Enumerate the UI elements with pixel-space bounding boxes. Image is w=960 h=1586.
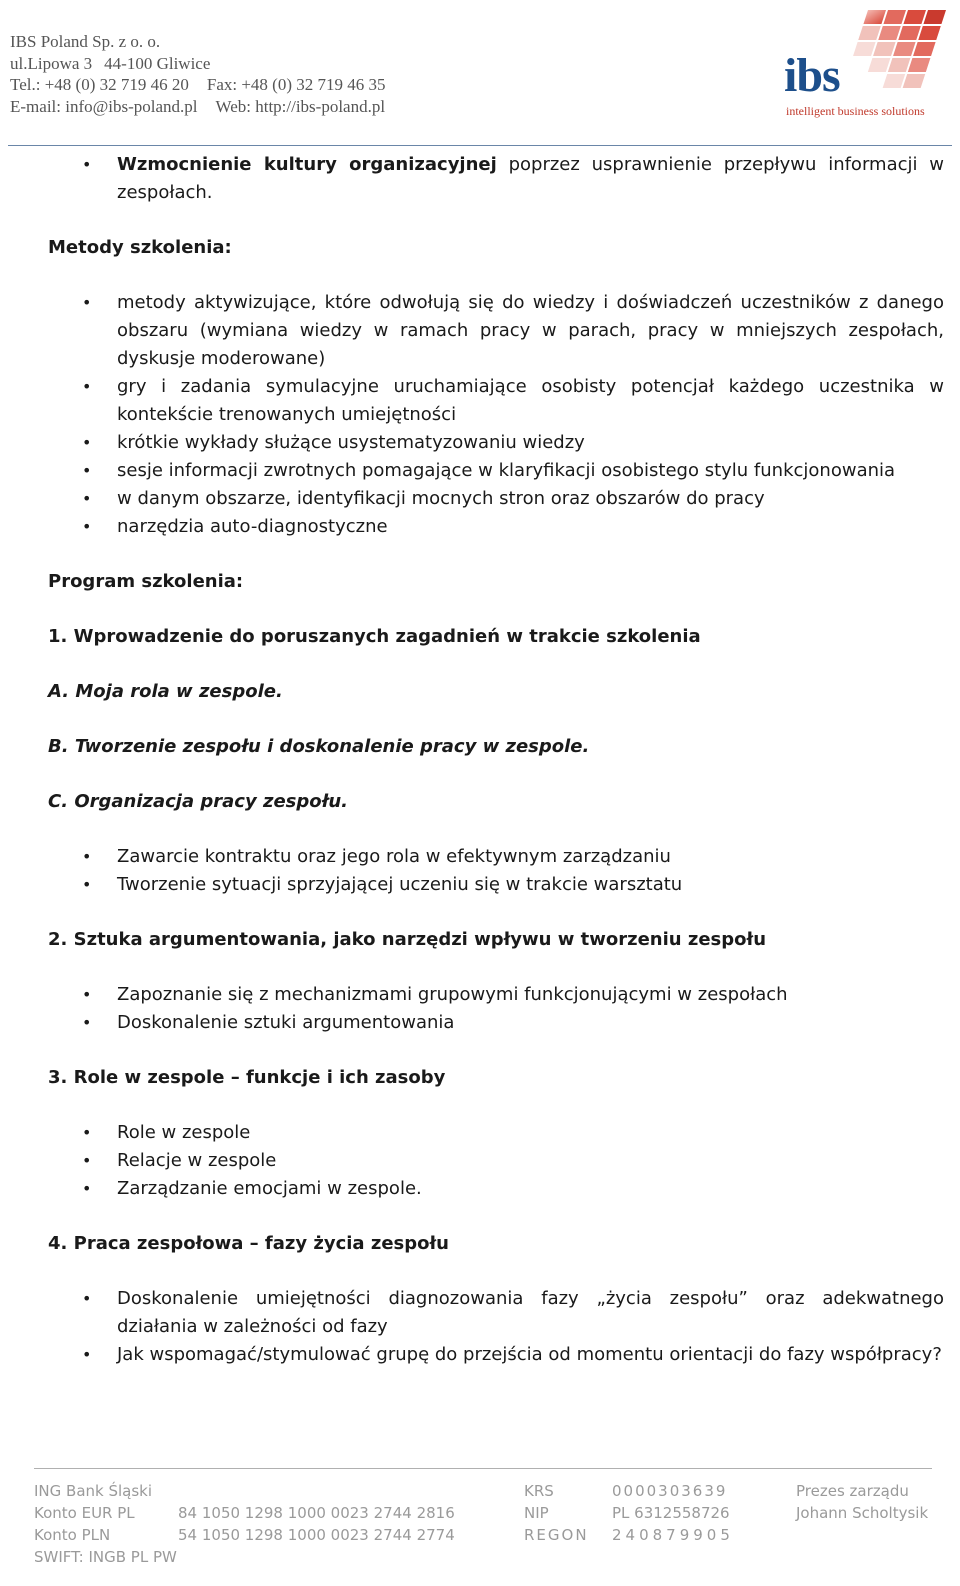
list-item	[48, 151, 944, 207]
logo-tagline: intelligent business solutions	[786, 104, 925, 118]
section-3-heading: 3. Role w zespole – funkcje i ich zasoby	[48, 1067, 446, 1088]
section-4-list	[48, 1285, 944, 1369]
list-item: • Role w zespole	[48, 1119, 944, 1147]
fax-number: Fax: +48 (0) 32 719 46 35	[206, 75, 386, 94]
list-item: • Jak wspomagać/stymulować grupę do przejścia od momentu orientacji do fazy współpracy?	[48, 1341, 944, 1369]
intro-list	[48, 151, 944, 207]
board-info	[796, 1480, 928, 1524]
swift-code: SWIFT: INGB PL PW	[34, 1548, 177, 1566]
intro-rest-text: poprzez usprawnienie przepływu informacji w zespołach.	[117, 154, 944, 203]
list-item: • krótkie wykłady służące usystematyzowaniu wiedzy	[48, 429, 944, 457]
nip-value: PL 6312558726	[612, 1504, 730, 1522]
list-item: • metody aktywizujące, które odwołują się do wiedzy i doświadczeń uczestników z danego obszaru (wymiana wiedzy w ramach pracy w parach, pracy w mniejszych zespołach, dyskusje moderowane)	[48, 289, 944, 373]
section-2-heading: 2. Sztuka argumentowania, jako narzędzi wpływu w tworzeniu zespołu	[48, 929, 767, 950]
section-1-list	[48, 843, 944, 899]
email-address: E-mail: info@ibs-poland.pl	[10, 96, 198, 116]
methods-list	[48, 289, 944, 541]
program-heading: Program szkolenia:	[48, 571, 244, 592]
list-item: • Zawarcie kontraktu oraz jego rola w efektywnym zarządzaniu	[48, 843, 944, 871]
krs-value: 0000303639	[612, 1482, 728, 1500]
methods-heading: Metody szkolenia:	[48, 237, 232, 258]
list-item: • narzędzia auto-diagnostyczne	[48, 513, 944, 541]
logo-text: ibs	[784, 49, 840, 102]
section-2-list	[48, 981, 944, 1037]
list-item: • Zapoznanie się z mechanizmami grupowymi funkcjonującymi w zespołach	[48, 981, 944, 1009]
list-item: • sesje informacji zwrotnych pomagające w klaryfikacji osobistego stylu funkcjonowania	[48, 457, 944, 485]
nip-label: NIP	[524, 1504, 549, 1522]
board-label: Prezes zarządu	[796, 1482, 909, 1500]
krs-label: KRS	[524, 1482, 554, 1500]
address-street: ul.Lipowa 3	[10, 53, 93, 73]
phone-number: Tel.: +48 (0) 32 719 46 20	[10, 75, 189, 94]
eur-account-label: Konto EUR PL	[34, 1504, 135, 1522]
bank-labels	[34, 1480, 177, 1568]
registry-values	[612, 1480, 734, 1546]
header-divider	[8, 145, 952, 146]
section-1-a: A. Moja rola w zespole.	[48, 681, 283, 702]
list-item: • gry i zadania symulacyjne uruchamiające osobisty potencjał każdego uczestnika w kontekście trenowanych umiejętności	[48, 373, 944, 429]
list-item: • Doskonalenie umiejętności diagnozowania fazy „życia zespołu” oraz adekwatnego działania w zależności od fazy	[48, 1285, 944, 1341]
document-body	[48, 150, 944, 1369]
list-item: • Doskonalenie sztuki argumentowania	[48, 1009, 944, 1037]
website-address: Web: http://ibs-poland.pl	[215, 96, 386, 116]
list-item: • Zarządzanie emocjami w zespole.	[48, 1175, 944, 1203]
board-name: Johann Scholtysik	[796, 1504, 929, 1522]
eur-account-number: 84 1050 1298 1000 0023 2744 2816	[178, 1504, 455, 1522]
company-name: IBS Poland Sp. z o. o.	[10, 32, 161, 51]
list-item: • w danym obszarze, identyfikacji mocnych stron oraz obszarów do pracy	[48, 485, 944, 513]
section-1-b: B. Tworzenie zespołu i doskonalenie pracy w zespole.	[48, 736, 590, 757]
section-1-c: C. Organizacja pracy zespołu.	[48, 791, 349, 812]
section-3-list	[48, 1119, 944, 1203]
bank-name: ING Bank Śląski	[34, 1482, 153, 1500]
regon-label: REGON	[524, 1526, 589, 1544]
bank-numbers	[178, 1480, 455, 1546]
footer-divider	[34, 1468, 932, 1469]
section-4-heading: 4. Praca zespołowa – fazy życia zespołu	[48, 1233, 449, 1254]
regon-value: 240879905	[612, 1526, 734, 1544]
section-1-heading: 1. Wprowadzenie do poruszanych zagadnień w trakcie szkolenia	[48, 626, 701, 647]
pln-account-label: Konto PLN	[34, 1526, 111, 1544]
company-info	[10, 31, 386, 117]
list-item: • Relacje w zespole	[48, 1147, 944, 1175]
registry-labels	[524, 1480, 589, 1546]
pln-account-number: 54 1050 1298 1000 0023 2744 2774	[178, 1526, 455, 1544]
address-city: 44-100 Gliwice	[104, 53, 211, 73]
letterhead	[0, 0, 960, 146]
intro-bold-text: Wzmocnienie kultury organizacyjnej	[117, 154, 497, 175]
list-item: • Tworzenie sytuacji sprzyjającej uczeniu się w trakcie warsztatu	[48, 871, 944, 899]
